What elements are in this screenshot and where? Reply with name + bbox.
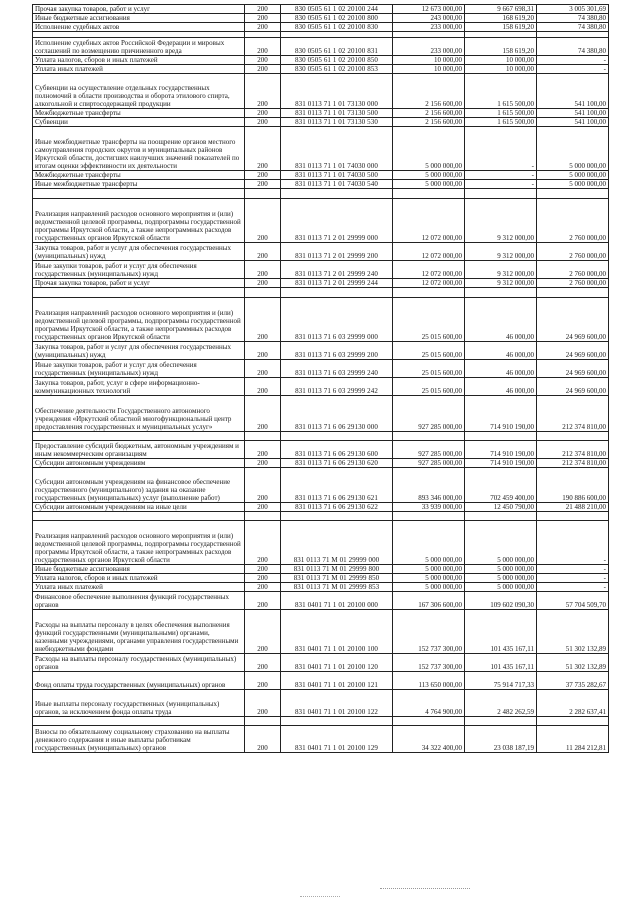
row-kbk-cell: 831 0113 71 2 01 29999 240 [281, 261, 393, 279]
table-row [33, 503, 609, 512]
row-kbk-cell [281, 512, 393, 521]
scan-artifact [300, 896, 340, 898]
row-executed-cell: 714 910 190,00 [465, 441, 537, 459]
row-executed-cell: 1 615 500,00 [465, 109, 537, 118]
table-row [33, 127, 609, 171]
row-executed-cell: 5 000 000,00 [465, 521, 537, 565]
table-row [33, 171, 609, 180]
row-unexecuted-cell [537, 512, 609, 521]
row-kbk-cell: 831 0113 71 1 01 73130 500 [281, 109, 393, 118]
row-code-cell: 200 [245, 565, 281, 574]
row-kbk-cell: 831 0401 71 1 01 20100 120 [281, 654, 393, 672]
row-kbk-cell [281, 717, 393, 726]
row-code-cell: 200 [245, 459, 281, 468]
row-executed-cell: 158 619,20 [465, 38, 537, 56]
row-approved-cell [393, 717, 465, 726]
row-approved-cell: 152 737 300,00 [393, 654, 465, 672]
row-executed-cell: 12 450 790,00 [465, 503, 537, 512]
row-unexecuted-cell: 212 374 810,00 [537, 441, 609, 459]
table-row [33, 261, 609, 279]
row-kbk-cell: 831 0113 71 2 01 29999 200 [281, 243, 393, 261]
row-name-cell [33, 717, 245, 726]
row-kbk-cell: 831 0113 71 М 01 29999 000 [281, 521, 393, 565]
table-row [33, 199, 609, 243]
row-code-cell [245, 189, 281, 199]
row-unexecuted-cell: - [537, 583, 609, 592]
row-executed-cell: 9 312 000,00 [465, 243, 537, 261]
row-approved-cell: 927 285 000,00 [393, 441, 465, 459]
table-row [33, 672, 609, 690]
row-name-cell [33, 432, 245, 441]
row-approved-cell: 12 072 000,00 [393, 243, 465, 261]
table-row [33, 592, 609, 610]
row-name-cell: Уплата налогов, сборов и иных платежей [33, 574, 245, 583]
row-kbk-cell: 831 0401 71 1 01 20100 122 [281, 690, 393, 717]
table-row [33, 654, 609, 672]
row-unexecuted-cell: 51 302 132,89 [537, 654, 609, 672]
row-name-cell: Иные выплаты персоналу государственных (муниципальных) органов, за исключением фонда оплаты труда [33, 690, 245, 717]
row-kbk-cell: 831 0113 71 6 03 29999 200 [281, 342, 393, 360]
row-unexecuted-cell: 3 005 301,69 [537, 5, 609, 14]
row-name-cell: Предоставление субсидий бюджетным, автономным учреждениям и иным некоммерческим организациям [33, 441, 245, 459]
row-executed-cell: 46 000,00 [465, 298, 537, 342]
row-unexecuted-cell: 2 760 000,00 [537, 261, 609, 279]
table-row [33, 38, 609, 56]
row-name-cell: Субвенции [33, 118, 245, 127]
table-row [33, 610, 609, 654]
row-approved-cell: 233 000,00 [393, 38, 465, 56]
row-kbk-cell: 830 0505 61 1 02 20100 850 [281, 56, 393, 65]
spacer-row [33, 288, 609, 298]
row-unexecuted-cell: 212 374 810,00 [537, 459, 609, 468]
row-unexecuted-cell: 21 488 210,00 [537, 503, 609, 512]
row-code-cell: 200 [245, 199, 281, 243]
row-executed-cell: 9 667 698,31 [465, 5, 537, 14]
row-approved-cell: 12 072 000,00 [393, 261, 465, 279]
row-code-cell: 200 [245, 342, 281, 360]
row-code-cell: 200 [245, 654, 281, 672]
row-unexecuted-cell: 74 380,80 [537, 38, 609, 56]
row-approved-cell [393, 432, 465, 441]
row-code-cell: 200 [245, 127, 281, 171]
row-unexecuted-cell: 5 000 000,00 [537, 171, 609, 180]
row-approved-cell: 25 015 600,00 [393, 360, 465, 378]
row-name-cell: Субсидии автономным учреждениям на иные цели [33, 503, 245, 512]
table-row [33, 109, 609, 118]
row-unexecuted-cell: 2 282 637,41 [537, 690, 609, 717]
row-kbk-cell: 831 0113 71 М 01 29999 853 [281, 583, 393, 592]
table-row [33, 360, 609, 378]
table-row [33, 565, 609, 574]
row-code-cell: 200 [245, 109, 281, 118]
row-name-cell: Финансовое обеспечение выполнения функций государственных органов [33, 592, 245, 610]
row-code-cell: 200 [245, 5, 281, 14]
row-code-cell: 200 [245, 441, 281, 459]
row-kbk-cell: 831 0113 71 1 01 74030 500 [281, 171, 393, 180]
row-name-cell: Межбюджетные трансферты [33, 171, 245, 180]
row-name-cell: Расходы на выплаты персоналу в целях обеспечения выполнения функций государственными (муниципальными) органами, казенными учреждениями, органами управления государственными внебюджетными фондами [33, 610, 245, 654]
row-kbk-cell: 831 0401 71 1 01 20100 000 [281, 592, 393, 610]
row-approved-cell: 10 000,00 [393, 56, 465, 65]
row-approved-cell: 33 939 000,00 [393, 503, 465, 512]
row-kbk-cell: 831 0113 71 6 03 29999 242 [281, 378, 393, 396]
row-unexecuted-cell: 24 969 600,00 [537, 378, 609, 396]
row-kbk-cell: 831 0113 71 6 03 29999 240 [281, 360, 393, 378]
row-executed-cell: 5 000 000,00 [465, 574, 537, 583]
table-row [33, 65, 609, 74]
table-row [33, 459, 609, 468]
row-code-cell: 200 [245, 503, 281, 512]
row-name-cell: Обеспечение деятельности Государственного автономного учреждения «Иркутский областной многофункциональный центр предоставления государственных и муниципальных услуг» [33, 396, 245, 432]
row-name-cell: Прочая закупка товаров, работ и услуг [33, 279, 245, 288]
row-unexecuted-cell: 212 374 810,00 [537, 396, 609, 432]
row-kbk-cell: 831 0113 71 6 06 29130 620 [281, 459, 393, 468]
row-code-cell: 200 [245, 38, 281, 56]
row-executed-cell: 9 312 000,00 [465, 279, 537, 288]
row-approved-cell: 25 015 600,00 [393, 342, 465, 360]
row-unexecuted-cell: 541 100,00 [537, 74, 609, 109]
row-kbk-cell: 831 0113 71 М 01 29999 850 [281, 574, 393, 583]
row-kbk-cell: 831 0401 71 1 01 20100 100 [281, 610, 393, 654]
row-code-cell [245, 432, 281, 441]
row-unexecuted-cell: 2 760 000,00 [537, 199, 609, 243]
row-executed-cell: 10 000,00 [465, 65, 537, 74]
row-executed-cell: 2 482 262,59 [465, 690, 537, 717]
row-kbk-cell: 831 0113 71 1 01 74030 000 [281, 127, 393, 171]
row-code-cell: 200 [245, 74, 281, 109]
row-approved-cell: 4 764 900,00 [393, 690, 465, 717]
row-unexecuted-cell: 2 760 000,00 [537, 243, 609, 261]
row-name-cell: Реализация направлений расходов основного мероприятия и (или) ведомственной целевой программы, подпрограммы государственной программы Иркутской области, а также непрограммных расходов государственных органов Иркутской области [33, 298, 245, 342]
table-row [33, 468, 609, 503]
row-name-cell: Фонд оплаты труда государственных (муниципальных) органов [33, 672, 245, 690]
row-approved-cell: 12 673 000,00 [393, 5, 465, 14]
row-unexecuted-cell: 5 000 000,00 [537, 127, 609, 171]
row-code-cell: 200 [245, 360, 281, 378]
row-code-cell: 200 [245, 261, 281, 279]
row-executed-cell: 9 312 000,00 [465, 199, 537, 243]
row-unexecuted-cell: 190 886 600,00 [537, 468, 609, 503]
table-row [33, 23, 609, 32]
row-code-cell: 200 [245, 396, 281, 432]
row-approved-cell: 25 015 600,00 [393, 298, 465, 342]
row-approved-cell: 2 156 600,00 [393, 74, 465, 109]
row-executed-cell: 168 619,20 [465, 14, 537, 23]
row-unexecuted-cell: 5 000 000,00 [537, 180, 609, 189]
row-name-cell: Закупка товаров, работ и услуг для обеспечения государственных (муниципальных) нужд [33, 243, 245, 261]
row-executed-cell: 46 000,00 [465, 360, 537, 378]
row-approved-cell: 152 737 300,00 [393, 610, 465, 654]
row-executed-cell: 75 914 717,33 [465, 672, 537, 690]
table-row [33, 521, 609, 565]
row-kbk-cell: 830 0505 61 1 02 20100 830 [281, 23, 393, 32]
table-row [33, 574, 609, 583]
row-kbk-cell: 831 0401 71 1 01 20100 121 [281, 672, 393, 690]
row-unexecuted-cell [537, 717, 609, 726]
row-unexecuted-cell: 37 735 282,67 [537, 672, 609, 690]
row-code-cell: 200 [245, 574, 281, 583]
row-executed-cell: 46 000,00 [465, 378, 537, 396]
row-name-cell: Иные межбюджетные трансферты [33, 180, 245, 189]
row-code-cell: 200 [245, 468, 281, 503]
row-executed-cell: - [465, 127, 537, 171]
row-code-cell: 200 [245, 279, 281, 288]
row-approved-cell [393, 189, 465, 199]
row-unexecuted-cell: - [537, 56, 609, 65]
row-unexecuted-cell: 541 100,00 [537, 109, 609, 118]
row-executed-cell [465, 512, 537, 521]
row-kbk-cell [281, 189, 393, 199]
row-executed-cell: 702 459 400,00 [465, 468, 537, 503]
row-code-cell [245, 717, 281, 726]
row-executed-cell: 158 619,20 [465, 23, 537, 32]
row-executed-cell [465, 432, 537, 441]
row-code-cell: 200 [245, 171, 281, 180]
spacer-row [33, 512, 609, 521]
row-name-cell: Уплата иных платежей [33, 65, 245, 74]
row-executed-cell [465, 717, 537, 726]
row-kbk-cell: 831 0113 71 2 01 29999 244 [281, 279, 393, 288]
row-kbk-cell: 830 0505 61 1 02 20100 853 [281, 65, 393, 74]
row-executed-cell: 101 435 167,11 [465, 654, 537, 672]
row-name-cell: Исполнение судебных актов [33, 23, 245, 32]
row-kbk-cell [281, 432, 393, 441]
row-code-cell: 200 [245, 65, 281, 74]
row-executed-cell: 23 038 187,19 [465, 726, 537, 753]
row-code-cell: 200 [245, 243, 281, 261]
row-approved-cell: 10 000,00 [393, 65, 465, 74]
row-unexecuted-cell: - [537, 65, 609, 74]
table-row [33, 14, 609, 23]
table-row [33, 441, 609, 459]
table-row [33, 243, 609, 261]
row-name-cell: Уплата налогов, сборов и иных платежей [33, 56, 245, 65]
row-kbk-cell: 831 0401 71 1 01 20100 129 [281, 726, 393, 753]
row-code-cell: 200 [245, 298, 281, 342]
row-approved-cell: 12 072 000,00 [393, 279, 465, 288]
spacer-row [33, 432, 609, 441]
table-row [33, 56, 609, 65]
row-executed-cell: 101 435 167,11 [465, 610, 537, 654]
row-name-cell: Расходы на выплаты персоналу государственных (муниципальных) органов [33, 654, 245, 672]
row-kbk-cell: 831 0113 71 6 06 29130 621 [281, 468, 393, 503]
row-kbk-cell: 831 0113 71 М 01 29999 800 [281, 565, 393, 574]
row-name-cell: Реализация направлений расходов основного мероприятия и (или) ведомственной целевой программы, подпрограммы государственной программы Иркутской области, а также непрограммных расходов государственных органов Иркутской области [33, 521, 245, 565]
spacer-row [33, 189, 609, 199]
row-name-cell: Иные закупки товаров, работ и услуг для обеспечения государственных (муниципальных) нужд [33, 360, 245, 378]
row-kbk-cell: 831 0113 71 6 03 29999 000 [281, 298, 393, 342]
row-code-cell: 200 [245, 378, 281, 396]
table-row [33, 5, 609, 14]
row-approved-cell: 5 000 000,00 [393, 583, 465, 592]
row-code-cell: 200 [245, 583, 281, 592]
row-name-cell: Субсидии автономным учреждениям [33, 459, 245, 468]
row-approved-cell: 167 306 600,00 [393, 592, 465, 610]
row-approved-cell: 2 156 600,00 [393, 118, 465, 127]
row-approved-cell: 893 346 000,00 [393, 468, 465, 503]
row-kbk-cell: 830 0505 61 1 02 20100 244 [281, 5, 393, 14]
table-row [33, 378, 609, 396]
budget-execution-sheet [32, 4, 608, 753]
row-executed-cell: 5 000 000,00 [465, 583, 537, 592]
row-approved-cell: 5 000 000,00 [393, 171, 465, 180]
row-approved-cell: 5 000 000,00 [393, 180, 465, 189]
table-row [33, 342, 609, 360]
row-code-cell: 200 [245, 592, 281, 610]
row-approved-cell: 12 072 000,00 [393, 199, 465, 243]
row-approved-cell: 113 650 000,00 [393, 672, 465, 690]
row-name-cell: Иные закупки товаров, работ и услуг для обеспечения государственных (муниципальных) нужд [33, 261, 245, 279]
row-unexecuted-cell: 11 284 212,81 [537, 726, 609, 753]
row-kbk-cell: 831 0113 71 1 01 73130 530 [281, 118, 393, 127]
table-row [33, 180, 609, 189]
row-name-cell: Межбюджетные трансферты [33, 109, 245, 118]
row-name-cell: Субвенции на осуществление отдельных государственных полномочий в области производства и оборота этилового спирта, алкогольной и спиртосодержащей продукции [33, 74, 245, 109]
row-name-cell: Прочая закупка товаров, работ и услуг [33, 5, 245, 14]
row-executed-cell: 10 000,00 [465, 56, 537, 65]
row-executed-cell: - [465, 180, 537, 189]
row-approved-cell: 34 322 400,00 [393, 726, 465, 753]
row-approved-cell: 2 156 600,00 [393, 109, 465, 118]
row-name-cell: Иные бюджетные ассигнования [33, 14, 245, 23]
table-row [33, 396, 609, 432]
row-code-cell: 200 [245, 56, 281, 65]
row-name-cell: Субсидии автономным учреждениям на финансовое обеспечение государственного (муниципального) задания на оказание государственных (муниципальных) услуг (выполнение работ) [33, 468, 245, 503]
row-code-cell: 200 [245, 672, 281, 690]
row-code-cell: 200 [245, 521, 281, 565]
row-executed-cell: - [465, 171, 537, 180]
row-executed-cell: 46 000,00 [465, 342, 537, 360]
row-code-cell [245, 288, 281, 298]
row-approved-cell: 243 000,00 [393, 14, 465, 23]
row-unexecuted-cell: - [537, 521, 609, 565]
row-name-cell: Взносы по обязательному социальному страхованию на выплаты денежного содержания и иные выплаты работникам государственных (муниципальных) органов [33, 726, 245, 753]
table-row [33, 298, 609, 342]
row-name-cell: Закупка товаров, работ, услуг в сфере информационно-коммуникационных технологий [33, 378, 245, 396]
row-code-cell: 200 [245, 23, 281, 32]
row-kbk-cell: 831 0113 71 1 01 73130 000 [281, 74, 393, 109]
row-executed-cell: 109 602 090,30 [465, 592, 537, 610]
table-row [33, 726, 609, 753]
row-code-cell: 200 [245, 14, 281, 23]
row-executed-cell: 5 000 000,00 [465, 565, 537, 574]
table-row [33, 74, 609, 109]
row-kbk-cell [281, 288, 393, 298]
row-unexecuted-cell: 74 380,80 [537, 23, 609, 32]
row-name-cell: Иные бюджетные ассигнования [33, 565, 245, 574]
row-code-cell [245, 512, 281, 521]
row-approved-cell [393, 288, 465, 298]
row-unexecuted-cell [537, 432, 609, 441]
row-unexecuted-cell: 24 969 600,00 [537, 342, 609, 360]
row-unexecuted-cell: 24 969 600,00 [537, 298, 609, 342]
row-code-cell: 200 [245, 180, 281, 189]
table-row [33, 118, 609, 127]
row-kbk-cell: 831 0113 71 6 06 29130 600 [281, 441, 393, 459]
row-unexecuted-cell: 541 100,00 [537, 118, 609, 127]
row-unexecuted-cell: 24 969 600,00 [537, 360, 609, 378]
row-approved-cell: 927 285 000,00 [393, 459, 465, 468]
row-name-cell: Уплата иных платежей [33, 583, 245, 592]
expenditure-table-body [33, 5, 609, 753]
row-name-cell: Иные межбюджетные трансферты на поощрение органов местного самоуправления городских округов и муниципальных районов Иркутской области, достигших наилучших значений показателей по итогам оценки эффективности их деятельности [33, 127, 245, 171]
row-code-cell: 200 [245, 726, 281, 753]
row-approved-cell [393, 512, 465, 521]
expenditure-table [32, 4, 609, 753]
row-name-cell: Исполнение судебных актов Российской Федерации и мировых соглашений по возмещению причиненного вреда [33, 38, 245, 56]
row-kbk-cell: 830 0505 61 1 02 20100 831 [281, 38, 393, 56]
row-approved-cell: 5 000 000,00 [393, 521, 465, 565]
table-row [33, 583, 609, 592]
row-approved-cell: 927 285 000,00 [393, 396, 465, 432]
scan-artifact [380, 888, 470, 890]
row-name-cell [33, 288, 245, 298]
row-name-cell: Реализация направлений расходов основного мероприятия и (или) ведомственной целевой программы, подпрограммы государственной программы Иркутской области, а также непрограммных расходов государственных органов Иркутской области [33, 199, 245, 243]
row-name-cell [33, 512, 245, 521]
row-kbk-cell: 831 0113 71 6 06 29130 622 [281, 503, 393, 512]
table-row [33, 690, 609, 717]
row-executed-cell [465, 189, 537, 199]
row-kbk-cell: 831 0113 71 2 01 29999 000 [281, 199, 393, 243]
row-unexecuted-cell: 74 380,80 [537, 14, 609, 23]
row-unexecuted-cell: - [537, 565, 609, 574]
row-code-cell: 200 [245, 118, 281, 127]
row-unexecuted-cell [537, 288, 609, 298]
row-kbk-cell: 830 0505 61 1 02 20100 800 [281, 14, 393, 23]
table-row [33, 279, 609, 288]
row-approved-cell: 5 000 000,00 [393, 127, 465, 171]
row-unexecuted-cell: 57 704 509,70 [537, 592, 609, 610]
row-approved-cell: 5 000 000,00 [393, 565, 465, 574]
row-unexecuted-cell [537, 189, 609, 199]
row-executed-cell [465, 288, 537, 298]
row-approved-cell: 5 000 000,00 [393, 574, 465, 583]
row-unexecuted-cell: 51 302 132,89 [537, 610, 609, 654]
row-code-cell: 200 [245, 690, 281, 717]
row-code-cell: 200 [245, 610, 281, 654]
row-approved-cell: 233 000,00 [393, 23, 465, 32]
row-name-cell: Закупка товаров, работ и услуг для обеспечения государственных (муниципальных) нужд [33, 342, 245, 360]
row-kbk-cell: 831 0113 71 1 01 74030 540 [281, 180, 393, 189]
row-unexecuted-cell: - [537, 574, 609, 583]
row-name-cell [33, 189, 245, 199]
row-kbk-cell: 831 0113 71 6 06 29130 000 [281, 396, 393, 432]
row-executed-cell: 1 615 500,00 [465, 118, 537, 127]
spacer-row [33, 717, 609, 726]
row-executed-cell: 714 910 190,00 [465, 396, 537, 432]
row-unexecuted-cell: 2 760 000,00 [537, 279, 609, 288]
row-executed-cell: 714 910 190,00 [465, 459, 537, 468]
row-executed-cell: 9 312 000,00 [465, 261, 537, 279]
row-approved-cell: 25 015 600,00 [393, 378, 465, 396]
row-executed-cell: 1 615 500,00 [465, 74, 537, 109]
